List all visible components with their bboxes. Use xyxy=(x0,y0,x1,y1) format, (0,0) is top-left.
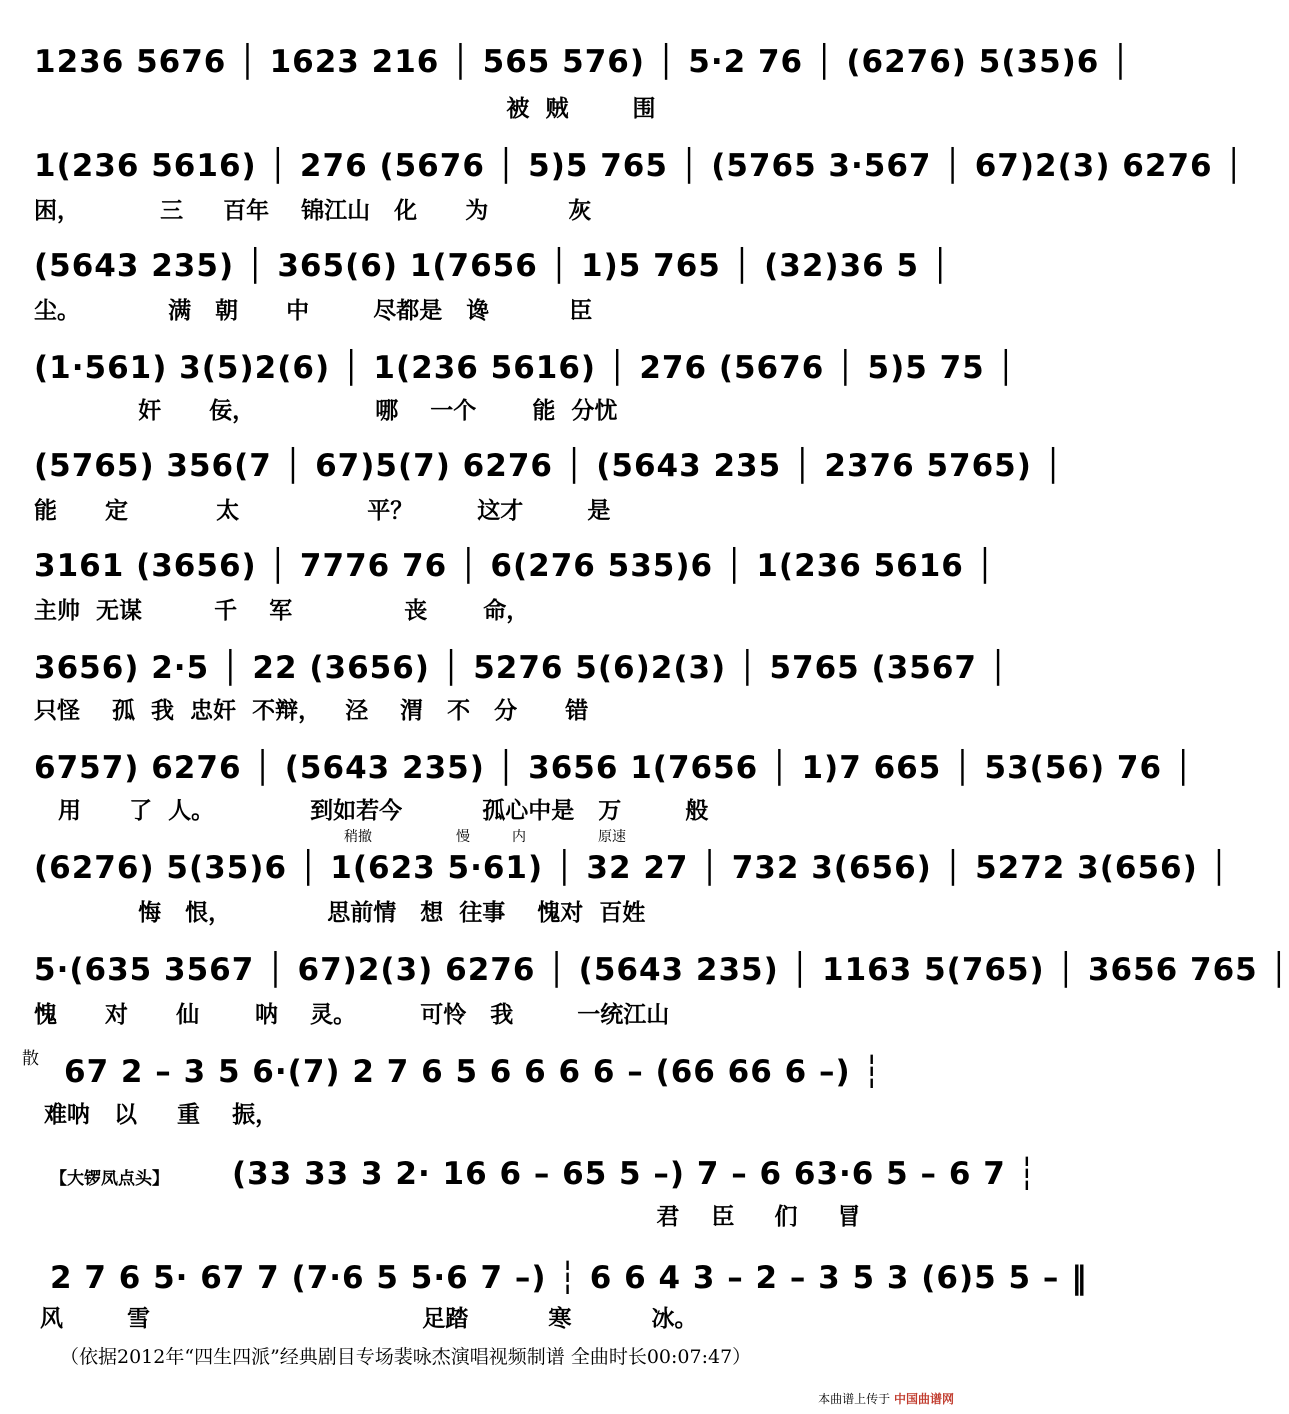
lyric-row: 主帅 无谋 千 军 丧 命， xyxy=(34,597,530,624)
lyric-row: 用 了 人。 到如若今 孤心中是 万 般 xyxy=(34,797,709,824)
sanban-label: 散 xyxy=(22,1049,39,1069)
site-logo: 中国曲谱网 xyxy=(893,1392,954,1406)
notation-row: 3656) 2·5 │ 22 (3656) │ 5276 5(6)2(3) │ 5765 (3567 │ xyxy=(34,650,1009,686)
lyric-row: 愧 对 仙 呐 灵。 可怜 我 一统江山 xyxy=(34,1001,670,1028)
upload-credit xyxy=(818,1390,954,1407)
footer-note: （依据2012年“四生四派”经典剧目专场裴咏杰演唱视频制谱 全曲时长00:07:47） xyxy=(60,1346,752,1368)
notation-row: (6276) 5(35)6 │ 1(623 5·61) │ 32 27 │ 732 3(656) │ 5272 3(656) │ xyxy=(34,850,1230,886)
notation-row: 67 2 – 3 5 6·(7) 2 7 6 5 6 6 6 6 – (66 66 6 –) ┆ xyxy=(64,1054,883,1090)
notation-row: 3161 (3656) │ 7776 76 │ 6(276 535)6 │ 1(236 5616 │ xyxy=(34,548,996,584)
notation-row: (1·561) 3(5)2(6) │ 1(236 5616) │ 276 (5676 │ 5)5 75 │ xyxy=(34,350,1017,386)
lyric-row: 困， 三 百年 锦江山 化 为 灰 xyxy=(34,197,592,224)
notation-row: (5765) 356(7 │ 67)5(7) 6276 │ (5643 235 │ 2376 5765) │ xyxy=(34,448,1064,484)
lyric-row: 难呐 以 重 振， xyxy=(44,1101,279,1128)
percussion-tag: 【大锣凤点头】 xyxy=(50,1169,169,1189)
tempo-annotation: 原速 xyxy=(598,829,626,845)
tempo-annotation: 内 xyxy=(512,829,526,845)
lyric-row: 奸 佞， 哪 一个 能 分忧 xyxy=(34,397,618,424)
upload-text: 本曲谱上传于 xyxy=(818,1392,891,1406)
lyric-row: 风 雪 足踏 寒 冰。 xyxy=(40,1305,698,1332)
tempo-annotation: 慢 xyxy=(456,829,470,845)
notation-row: 2 7 6 5· 67 7 (7·6 5 5·6 7 –) ┆ 6 6 4 3 – 2 – 3 5 3 (6)5 5 – ‖ xyxy=(50,1260,1088,1296)
lyric-row: 君 臣 们 冒 xyxy=(232,1203,861,1230)
notation-row: 1236 5676 │ 1623 216 │ 565 576) │ 5·2 76 │ (6276) 5(35)6 │ xyxy=(34,44,1131,80)
lyric-row: 能 定 太 平？ 这才 是 xyxy=(34,497,611,524)
lyric-row: 被 贼 围 xyxy=(34,95,656,122)
notation-row: 1(236 5616) │ 276 (5676 │ 5)5 765 │ (5765 3·567 │ 67)2(3) 6276 │ xyxy=(34,148,1245,184)
lyric-row: 悔 恨， 思前情 想 往事 愧对 百姓 xyxy=(34,899,646,926)
lyric-row: 尘。 满 朝 中 尽都是 谗 臣 xyxy=(34,297,593,324)
notation-row: (5643 235) │ 365(6) 1(7656 │ 1)5 765 │ (32)36 5 │ xyxy=(34,248,951,284)
notation-row: (33 33 3 2· 16 6 – 65 5 –) 7 – 6 63·6 5 – 6 7 ┆ xyxy=(232,1156,1038,1192)
notation-row: 5·(635 3567 │ 67)2(3) 6276 │ (5643 235) │ 1163 5(765) │ 3656 765 │ xyxy=(34,952,1289,988)
tempo-annotation: 稍撤 xyxy=(344,829,372,845)
lyric-row: 只怪 孤 我 忠奸 不辩， 泾 渭 不 分 错 xyxy=(34,697,589,724)
notation-row: 6757) 6276 │ (5643 235) │ 3656 1(7656 │ 1)7 665 │ 53(56) 76 │ xyxy=(34,750,1194,786)
